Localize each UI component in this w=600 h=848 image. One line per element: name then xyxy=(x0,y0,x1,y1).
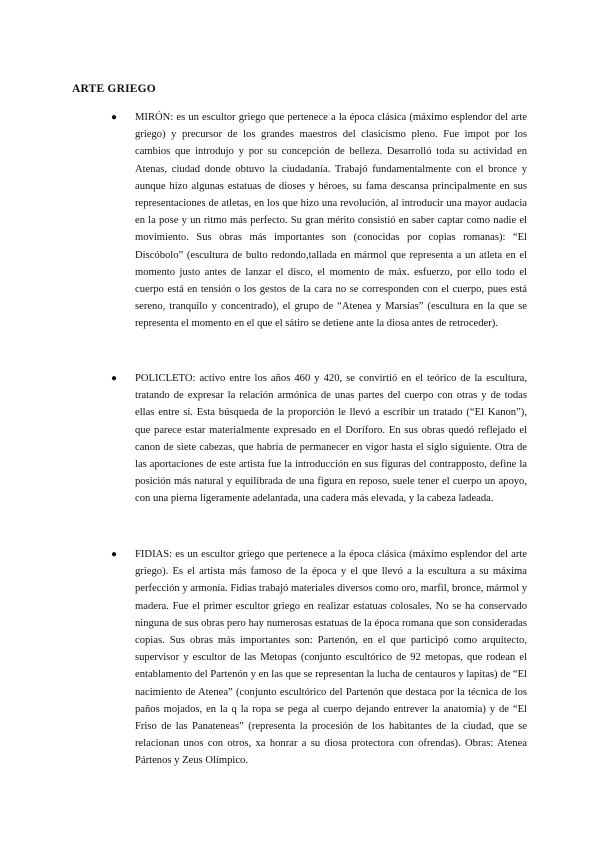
paragraph-miron: MIRÓN: es un escultor griego que pertenece a la época clásica (máximo esplendor del arte griego) y precursor de los grandes maestros del clasicismo pleno. Fue impot por los cambios que introdujo y por su concepción de belleza. Desarrolló toda su actividad en Atenas, ciudad donde obtuvo la ciudadanía. Trabajó fundamentalmente con el bronce y aunque hizo algunas estatuas de dioses y héroes, su fama descansa principalmente en sus representaciones de atletas, en los que hizo una revolución, al introducir una mayor audacia en la pose y un ritmo más perfecto. Su gran mérito consistió en saber captar como nadie el movimiento. Sus obras más importantes son (conocidas por copias romanas): “El Discóbolo” (escultura de bulto redondo,tallada en mármol que representa a un atleta en el momento justo antes de lanzar el disco, el momento de máx. esfuerzo, por ello todo el cuerpo está en tensión o los gestos de la cara no se corresponden con el cuerpo, pues está sereno, tranquilo y concentrado), el grupo de “Atenea y Marsias” (escultura en la que se representa el momento en el que el sátiro se detiene ante la diosa antes de retroceder). xyxy=(135,112,527,330)
list-item-miron xyxy=(111,109,527,333)
document-title: ARTE GRIEGO xyxy=(72,83,156,95)
bullet-icon: ● xyxy=(111,373,118,384)
paragraph-fidias: FIDIAS: es un escultor griego que pertenece a la época clásica (máximo esplendor del arte griego). Es el artista más famoso de la época y el que llevó a la escultura a su máxima perfección y armonía. Fidias trabajó materiales diversos como oro, marfil, bronce, mármol y madera. Fue el primer escultor griego en realizar estatuas colosales. No se ha conservado ninguna de sus obras pero hay numerosas estatuas de la época romana que son consideradas copias. Sus obras más importantes son: Partenón, en el que participó como arquitecto, supervisor y escultor de las Metopas (conjunto escultórico de 92 metopas, que rodean el entablamento del Partenón y en las que se representan la lucha de centauros y lapitas) de “El nacimiento de Atenea” (conjunto escultórico del Partenón que destaca por la técnica de los paños mojados, en la q la ropa se pega al cuerpo dejando entrever la anatomía) y de “El Friso de las Panateneas” (representa la procesión de los habitantes de la ciudad, que se relacionan unos con otros, xa honrar a su diosa protectora con ofrendas). Obras: Atenea Pártenos y Zeus Olímpico. xyxy=(135,549,527,767)
list-item-fidias xyxy=(111,546,527,770)
bullet-icon: ● xyxy=(111,549,118,560)
list-item-policleto xyxy=(111,370,527,508)
paragraph-policleto: POLICLETO: activo entre los años 460 y 420, se convirtió en el teórico de la escultura, tratando de expresar la relación armónica de unas partes del cuerpo con otras y de todas ellas entre sí. Esta búsqueda de la proporción le llevó a escribir un tratado (“El Kanon”), que parece estar materialmente expresado en el Doríforo. En sus obras quedó reflejado el canon de siete cabezas, que habría de permanecer en vigor hasta el siglo siguiente. Otra de las aportaciones de este artista fue la introducción en sus figuras del contrapposto, define la posición más natural y equilibrada de una figura en reposo, suele tener el cuerpo un apoyo, con una pierna ligeramente adelantada, una cadera más elevada, y la cabeza ladeada. xyxy=(135,373,527,505)
bullet-icon: ● xyxy=(111,112,118,123)
